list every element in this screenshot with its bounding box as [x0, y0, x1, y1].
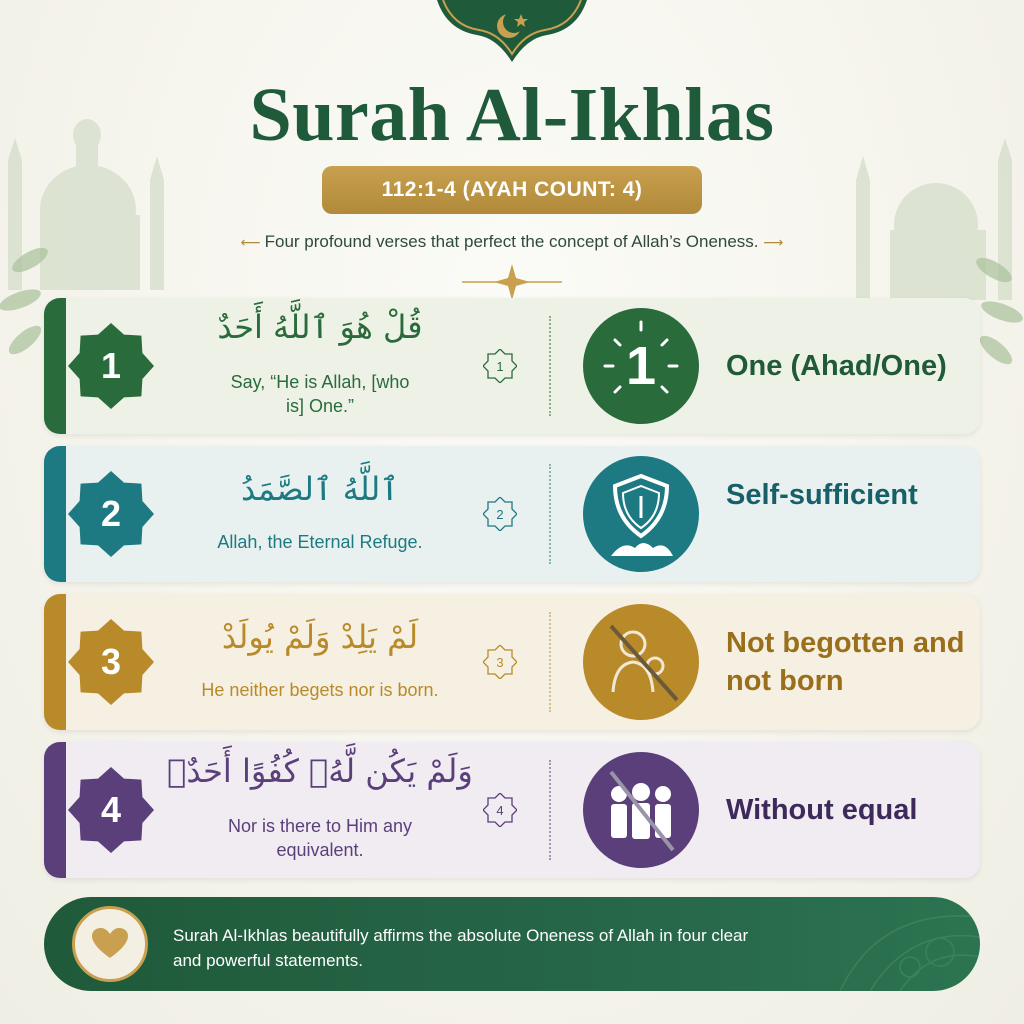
svg-text:1: 1: [625, 336, 657, 396]
card-divider: [549, 760, 551, 860]
card-divider: [549, 316, 551, 416]
no-parent-child-icon: [583, 604, 699, 720]
verse-number: 2: [100, 493, 122, 534]
card-accent-stripe: [44, 742, 66, 878]
ayah-marker: [483, 645, 517, 679]
verse-number: 1: [100, 345, 122, 386]
verse-translation: Nor is there to Him any equivalent.: [227, 816, 413, 860]
concept-label: Not begotten and not born: [726, 627, 965, 697]
number-one-icon: [583, 308, 699, 424]
subtitle: [0, 232, 1024, 252]
arabic-verse: ٱللَّهُ ٱلصَّمَدُ: [241, 470, 399, 508]
heart-icon: [72, 906, 148, 982]
card-accent-stripe: [44, 594, 66, 730]
ornament-divider-icon: [462, 262, 562, 302]
ayah-marker: [483, 497, 517, 531]
verse-number-badge: [68, 471, 154, 557]
left-arrow-icon: ⟵: [240, 234, 265, 250]
ayah-marker-number: 3: [496, 654, 504, 670]
verse-number: 3: [100, 641, 122, 682]
card-divider: [549, 464, 551, 564]
subtitle-text: Four profound verses that perfect the concept of Allah’s Oneness.: [264, 232, 759, 251]
card-divider: [549, 612, 551, 712]
verse-number-badge: [68, 767, 154, 853]
ayah-reference-badge: 112:1-4 (AYAH COUNT: 4): [322, 166, 702, 214]
ayah-marker: [483, 793, 517, 827]
ayah-marker-number: 2: [496, 506, 504, 522]
arabic-verse: قُلْ هُوَ ٱللَّهُ أَحَدٌ: [217, 308, 423, 346]
concept-label: One (Ahad/One): [726, 350, 947, 382]
verse-translation: Allah, the Eternal Refuge.: [217, 532, 423, 552]
card-accent-stripe: [44, 446, 66, 582]
verse-number-badge: [68, 323, 154, 409]
ayah-marker: [483, 349, 517, 383]
concept-label: Without equal: [726, 794, 918, 826]
verse-translation: He neither begets nor is born.: [201, 680, 439, 700]
crescent-star-emblem: [437, 0, 587, 62]
verse-number-badge: [68, 619, 154, 705]
arabic-verse: لَمْ يَلِدْ وَلَمْ يُولَدْ: [221, 618, 419, 656]
card-accent-stripe: [44, 298, 66, 434]
concept-label: Self-sufficient: [726, 479, 918, 511]
page-title: Surah Al-Ikhlas: [249, 73, 775, 157]
no-equals-people-icon: [583, 752, 699, 868]
right-arrow-icon: ⟶: [763, 234, 784, 250]
verse-number: 4: [100, 789, 122, 830]
shield-icon: [583, 456, 699, 572]
summary-text: Surah Al-Ikhlas beautifully affirms the absolute Oneness of Allah in four clear and powerful statements.: [173, 926, 749, 970]
ayah-marker-number: 4: [496, 802, 504, 818]
arabic-verse: وَلَمْ يَكُن لَّهُۥ كُفُوًا أَحَدٌۢ: [167, 752, 473, 790]
ayah-marker-number: 1: [496, 358, 504, 374]
verse-translation: Say, “He is Allah, [who is] One.”: [230, 372, 410, 416]
